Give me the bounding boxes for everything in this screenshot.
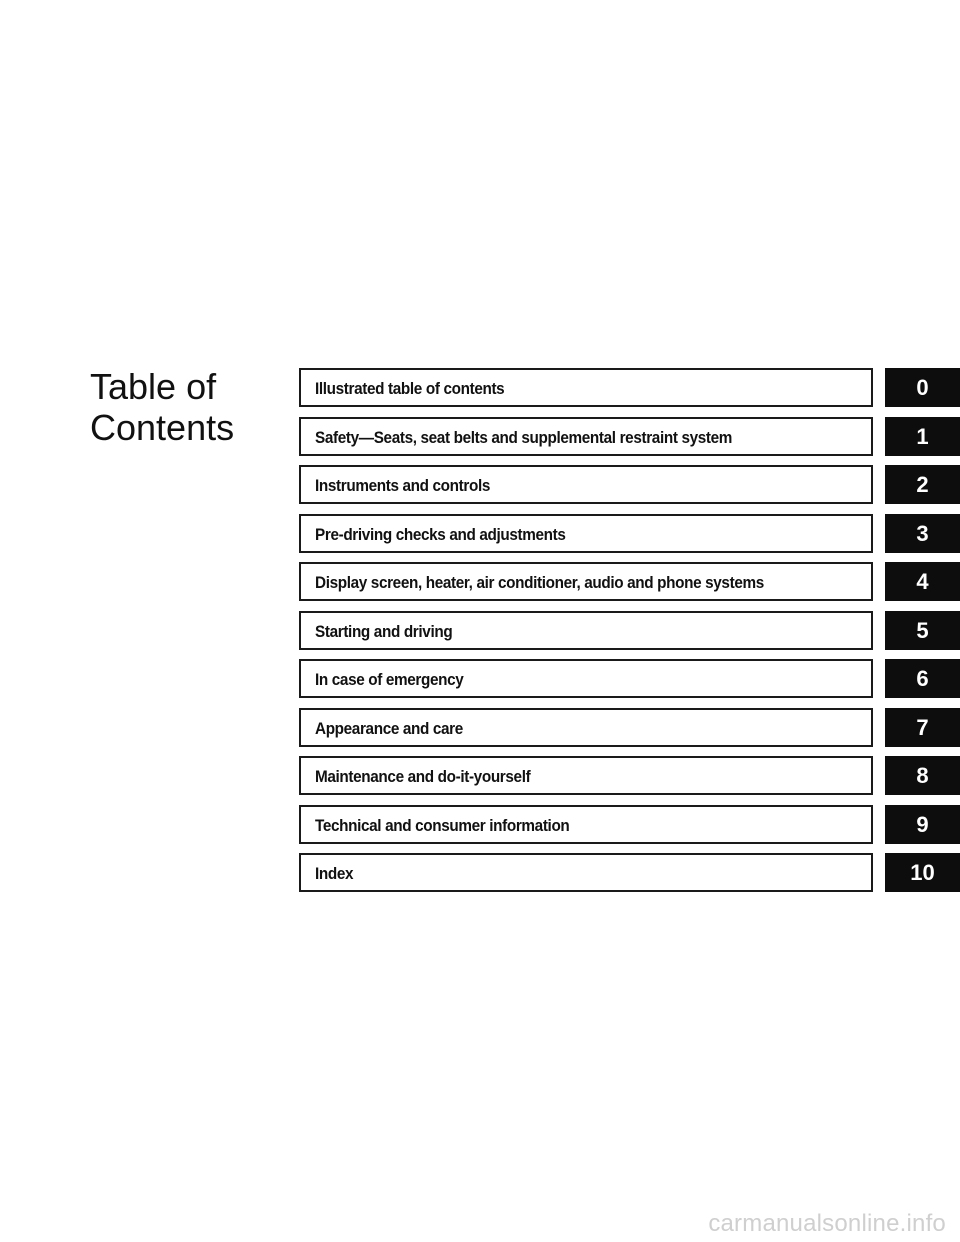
section-tab-9[interactable]: 9 [885,805,960,844]
toc-row-7 [299,708,960,747]
toc-row-8 [299,756,960,795]
toc-entry-safety[interactable] [299,417,873,456]
page-title-line-1: Table of [90,366,217,407]
toc-entry-label: Pre-driving checks and adjustments [315,524,566,544]
toc-entry-maintenance[interactable] [299,756,873,795]
toc-row-1 [299,417,960,456]
watermark-text: carmanualsonline.info [708,1210,946,1237]
toc-entry-illustrated-contents[interactable] [299,368,873,407]
page-title [90,366,234,448]
toc-entry-index[interactable] [299,853,873,892]
toc-entry-label: Appearance and care [315,718,463,738]
toc-row-0 [299,368,960,407]
toc-entry-technical[interactable] [299,805,873,844]
toc-row-9 [299,805,960,844]
toc-entry-emergency[interactable] [299,659,873,698]
toc-entry-label: Illustrated table of contents [315,379,505,398]
toc-entry-label: In case of emergency [315,670,464,689]
toc-entry-label: Safety—Seats, seat belts and supplemental restraint system [315,427,733,447]
toc-entry-label: Instruments and controls [315,476,490,495]
toc-entry-display-screen[interactable] [299,562,873,601]
toc-row-4 [299,562,960,601]
section-tab-1[interactable]: 1 [885,417,960,456]
toc-entry-instruments[interactable] [299,465,873,504]
toc-row-10 [299,853,960,892]
section-tab-4[interactable]: 4 [885,562,960,601]
section-tab-6[interactable]: 6 [885,659,960,698]
toc-row-3 [299,514,960,553]
section-tab-7[interactable]: 7 [885,708,960,747]
section-tab-8[interactable]: 8 [885,756,960,795]
toc-entry-label: Technical and consumer information [315,815,570,835]
section-tab-5[interactable]: 5 [885,611,960,650]
section-tab-10[interactable]: 10 [885,853,960,892]
section-tab-3[interactable]: 3 [885,514,960,553]
toc-entry-label: Index [315,864,354,883]
page-title-line-2: Contents [90,407,235,448]
toc-entry-appearance-care[interactable] [299,708,873,747]
section-tab-2[interactable]: 2 [885,465,960,504]
toc-entry-label: Display screen, heater, air conditioner, audio and phone systems [315,573,764,592]
toc-entry-label: Starting and driving [315,621,453,641]
toc-row-6 [299,659,960,698]
toc-row-2 [299,465,960,504]
toc-entry-label: Maintenance and do-it-yourself [315,767,531,786]
toc-list [299,368,960,902]
toc-row-5 [299,611,960,650]
section-tab-0[interactable]: 0 [885,368,960,407]
toc-entry-starting-driving[interactable] [299,611,873,650]
toc-entry-pre-driving[interactable] [299,514,873,553]
